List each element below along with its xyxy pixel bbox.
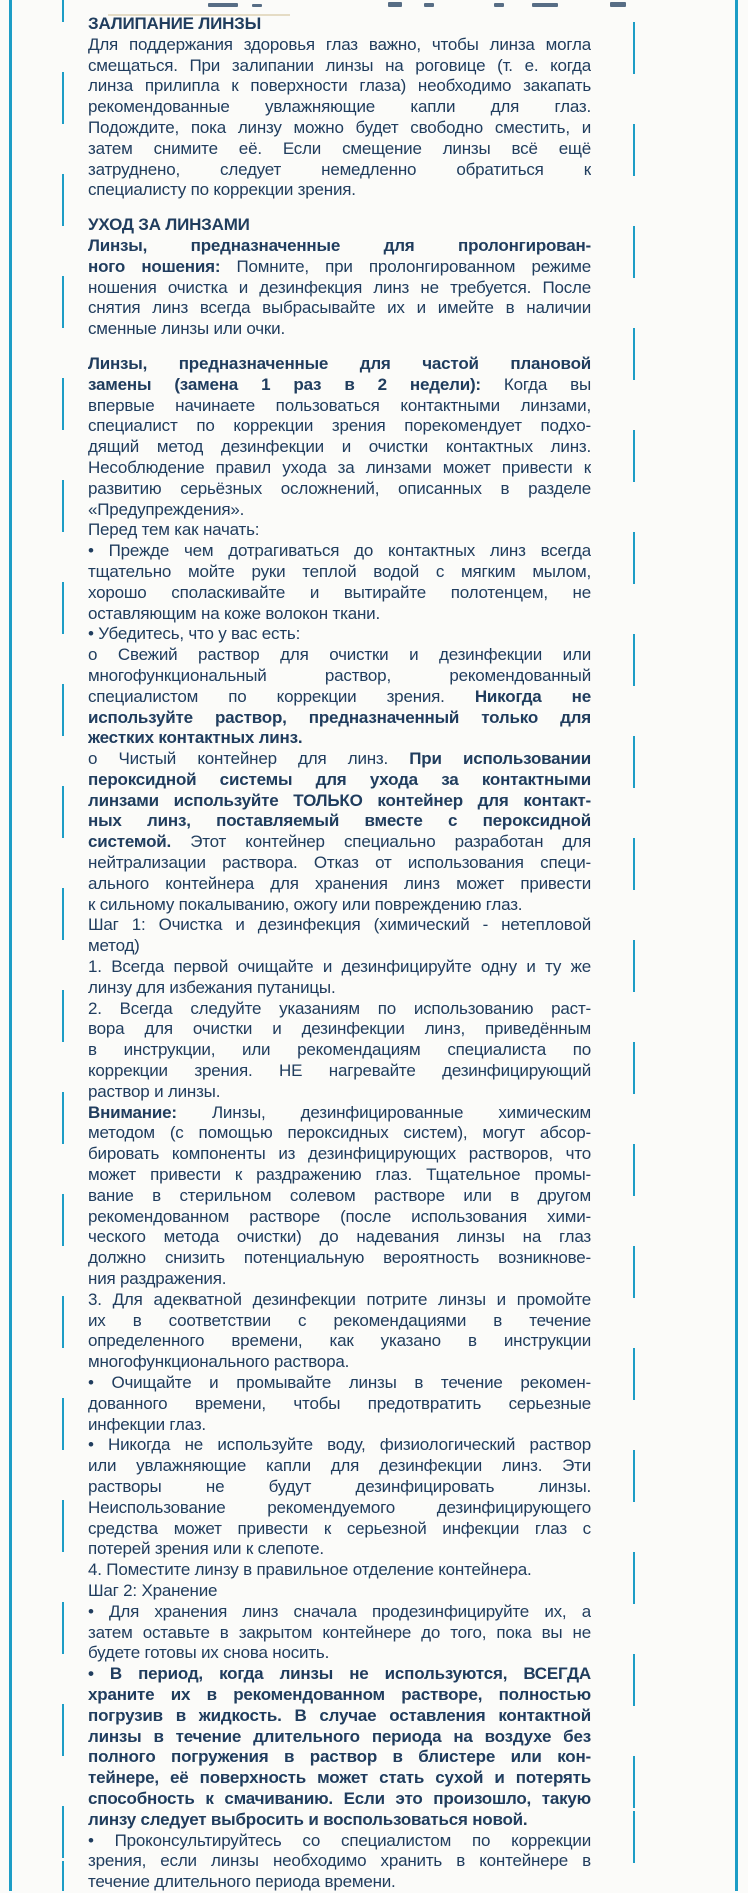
- text-run: дованного времени, чтобы предотвратить серьезные: [88, 1393, 591, 1413]
- text-line: [88, 76, 591, 97]
- text-line: [88, 957, 591, 978]
- left-fold-dashed-line: [62, 0, 64, 1891]
- text-run: 4. Поместите линзу в правильное отделение контейнера.: [88, 1560, 532, 1580]
- bold-text-run: пероксидной системы для ухода за контактными: [88, 769, 591, 789]
- text-line: [88, 1539, 591, 1560]
- text-line: [88, 375, 591, 396]
- text-run: «Предупреждения».: [88, 499, 245, 519]
- text-run: должно снизить потенциальную вероятность возникнове-: [88, 1248, 591, 1268]
- text-line: [88, 416, 591, 437]
- text-line: [88, 1394, 591, 1415]
- left-trim-line: [9, 0, 12, 1891]
- text-run: раствор и линзы.: [88, 1081, 221, 1101]
- text-line: [88, 118, 591, 139]
- cropped-glyph-fragment: [388, 2, 402, 7]
- text-line: [88, 1706, 591, 1727]
- blank-line: [88, 340, 591, 354]
- text-line: [88, 645, 591, 666]
- text-line: [88, 811, 591, 832]
- text-run: Шаг 1: Очистка и дезинфекция (химический - нетепловой: [88, 915, 591, 935]
- text-run: хорошо споласкивайте и вытирайте полотенцем, не: [88, 582, 591, 602]
- bold-text-run: Линзы, предназначенные для частой плановой: [88, 353, 591, 373]
- text-run: рекомендованные увлажняющие капли для глаз.: [88, 97, 591, 117]
- text-line: [88, 541, 591, 562]
- text-line: [88, 1331, 591, 1352]
- text-run: о Чистый контейнер для линз.: [88, 749, 410, 769]
- cropped-glyph-fragment: [494, 3, 504, 7]
- cropped-glyph-fragment: [532, 3, 558, 7]
- text-line: [88, 1290, 591, 1311]
- text-run: средства может привести к серьезной инфекции глаз с: [88, 1518, 591, 1538]
- text-line: [88, 1311, 591, 1332]
- bold-text-run: линзами используйте ТОЛЬКО контейнер для контакт-: [88, 790, 591, 810]
- text-line: [88, 749, 591, 770]
- bold-text-run: Внимание:: [88, 1102, 177, 1122]
- text-line: [88, 1477, 591, 1498]
- text-line: [88, 56, 591, 77]
- text-run: о Свежий раствор для очистки и дезинфекции или: [88, 645, 591, 665]
- text-run: Подождите, пока линзу можно будет свободно сместить, и: [88, 117, 591, 137]
- text-run: вора для очистки и дезинфекции линз, приведённым: [88, 1019, 591, 1039]
- cropped-glyph-fragment: [424, 3, 434, 7]
- text-line: [88, 604, 591, 625]
- text-line: [88, 160, 591, 181]
- bold-text-run: линзу следует выбросить и воспользоваться новой.: [88, 1809, 528, 1829]
- text-run: развитию серьёзных осложнений, описанных в разделе: [88, 478, 591, 498]
- text-line: [88, 624, 591, 645]
- text-run: затем снимите её. Если смещение линзы всё ещё: [88, 138, 591, 158]
- text-run: специалист по коррекции зрения порекомендует подхо-: [88, 416, 591, 436]
- text-line: [88, 1415, 591, 1436]
- text-line: [88, 236, 591, 257]
- text-line: [88, 396, 591, 417]
- text-run: впервые начинаете пользоваться контактными линзами,: [88, 395, 591, 415]
- text-line: [88, 1602, 591, 1623]
- text-line: [88, 1248, 591, 1269]
- bold-text-run: ных линз, поставляемый вместе с пероксидной: [88, 811, 591, 831]
- bold-text-run: системой.: [88, 832, 172, 852]
- text-line: [88, 520, 591, 541]
- text-line: [88, 583, 591, 604]
- text-line: [88, 1685, 591, 1706]
- text-run: ношения очистка и дезинфекция линз не требуется. После: [88, 277, 591, 297]
- bold-text-run: полного погружения в раствор в блистере или кон-: [88, 1747, 591, 1767]
- text-line: [88, 1040, 591, 1061]
- text-line: [88, 1186, 591, 1207]
- text-run: затруднено, следует немедленно обратиться к: [88, 159, 591, 179]
- text-line: [88, 1269, 591, 1290]
- bold-text-run: замены (замена 1 раз в 2 недели):: [88, 374, 481, 394]
- cropped-glyph-fragment: [610, 2, 626, 7]
- bold-text-run: При использовании: [409, 749, 591, 769]
- bold-text-run: линзы в течение длительного периода на воздухе без: [88, 1726, 591, 1746]
- text-line: [88, 257, 591, 278]
- text-run: • Никогда не используйте воду, физиологический раствор: [88, 1435, 591, 1455]
- text-run: Помните, при пролонгированном режиме: [220, 256, 591, 276]
- text-run: дящий метод дезинфекции и очистки контактных линз.: [88, 437, 591, 457]
- text-run: коррекции зрения. НЕ нагревайте дезинфицирующий: [88, 1061, 591, 1081]
- text-line: [88, 1373, 591, 1394]
- text-run: снятия линз всегда выбрасывайте их и имейте в наличии: [88, 298, 591, 318]
- text-line: [88, 1019, 591, 1040]
- heading-line: [88, 215, 591, 236]
- text-line: [88, 1456, 591, 1477]
- right-fold-dashed-line: [633, 0, 635, 1891]
- text-run: определенного времени, как указано в инструкции: [88, 1331, 591, 1351]
- cropped-glyph-fragment: [208, 3, 238, 7]
- bold-text-run: УХОД ЗА ЛИНЗАМИ: [88, 215, 250, 235]
- text-run: Несоблюдение правил ухода за линзами может привести к: [88, 457, 591, 477]
- text-line: [88, 479, 591, 500]
- cropped-text-fragments: [0, 0, 748, 10]
- text-line: [88, 999, 591, 1020]
- text-run: линза прилипла к поверхности глаза) необходимо закапать: [88, 76, 591, 96]
- bold-text-run: • В период, когда линзы не используются, ВСЕГДА: [88, 1664, 591, 1684]
- blank-line: [88, 201, 591, 215]
- text-line: [88, 1581, 591, 1602]
- text-line: [88, 1851, 591, 1872]
- text-line: [88, 500, 591, 521]
- text-line: [88, 687, 591, 708]
- text-line: [88, 791, 591, 812]
- text-line: [88, 1831, 591, 1852]
- text-line: [88, 1519, 591, 1540]
- text-run: Перед тем как начать:: [88, 520, 260, 540]
- text-line: [88, 1103, 591, 1124]
- bold-text-run: ного ношения:: [88, 256, 221, 276]
- bold-text-run: используйте раствор, предназначенный только для: [88, 707, 591, 727]
- text-run: ального контейнера для хранения линз может привести: [88, 873, 591, 893]
- text-run: ческого метода очистки) до надевания линзы на глаз: [88, 1227, 591, 1247]
- text-run: Для поддержания здоровья глаз важно, чтобы линза могла: [88, 34, 591, 54]
- text-run: в инструкции, или рекомендациям специалиста по: [88, 1040, 591, 1060]
- text-line: [88, 832, 591, 853]
- text-run: специалисту по коррекции зрения.: [88, 180, 356, 200]
- text-line: [88, 1352, 591, 1373]
- text-run: тщательно мойте руки теплой водой с мягким мылом,: [88, 561, 591, 581]
- bold-text-run: храните их в рекомендованном растворе, полностью: [88, 1684, 591, 1704]
- text-line: [88, 278, 591, 299]
- text-line: [88, 978, 591, 999]
- text-line: [88, 1227, 591, 1248]
- text-line: [88, 895, 591, 916]
- bold-text-run: ЗАЛИПАНИЕ ЛИНЗЫ: [88, 14, 262, 33]
- text-run: будете готовы их снова носить.: [88, 1643, 330, 1663]
- text-line: [88, 1872, 591, 1893]
- text-line: [88, 1623, 591, 1644]
- text-run: может привести к раздражению глаз. Тщательное промы-: [88, 1165, 591, 1185]
- text-run: или увлажняющие капли для дезинфекции линз. Эти: [88, 1456, 591, 1476]
- text-line: [88, 1810, 591, 1831]
- text-line: [88, 874, 591, 895]
- text-run: затем оставьте в закрытом контейнере до того, пока вы не: [88, 1622, 591, 1642]
- text-line: [88, 1768, 591, 1789]
- cropped-glyph-fragment: [252, 4, 262, 7]
- text-run: 3. Для адекватной дезинфекции потрите линзы и промойте: [88, 1289, 591, 1309]
- heading-line: [88, 14, 591, 35]
- text-run: многофункциональный раствор, рекомендованный: [88, 665, 591, 685]
- text-run: нейтрализации раствора. Отказ от использования специ-: [88, 853, 591, 873]
- text-line: [88, 562, 591, 583]
- text-run: зрения, если линзы необходимо хранить в контейнере в: [88, 1851, 591, 1871]
- text-run: инфекции глаз.: [88, 1414, 206, 1434]
- text-run: бировать компоненты из дезинфицирующих растворов, что: [88, 1144, 591, 1164]
- text-run: • Прежде чем дотрагиваться до контактных линз всегда: [88, 541, 591, 561]
- text-line: [88, 319, 591, 340]
- text-run: • Убедитесь, что у вас есть:: [88, 624, 301, 644]
- text-run: Шаг 2: Хранение: [88, 1580, 218, 1600]
- text-run: • Проконсультируйтесь со специалистом по коррекции: [88, 1830, 591, 1850]
- text-line: [88, 1747, 591, 1768]
- text-line: [88, 1207, 591, 1228]
- text-run: Когда вы: [480, 374, 591, 394]
- text-run: Этот контейнер специально разработан для: [171, 832, 591, 852]
- text-run: 2. Всегда следуйте указаниям по использованию раст-: [88, 998, 591, 1018]
- right-trim-line: [735, 0, 738, 1891]
- text-run: 1. Всегда первой очищайте и дезинфицируйте одну и ту же: [88, 957, 591, 977]
- text-run: Неиспользование рекомендуемого дезинфицирующего: [88, 1497, 591, 1517]
- text-line: [88, 708, 591, 729]
- text-line: [88, 1643, 591, 1664]
- text-line: [88, 728, 591, 749]
- bold-text-run: способность к смачиванию. Если это произошло, такую: [88, 1788, 591, 1808]
- bold-text-run: тейнере, её поверхность может стать сухой и потерять: [88, 1768, 591, 1788]
- text-line: [88, 437, 591, 458]
- text-run: метод): [88, 936, 140, 956]
- text-line: [88, 770, 591, 791]
- text-line: [88, 666, 591, 687]
- text-run: течение длительного периода времени.: [88, 1872, 396, 1892]
- text-line: [88, 1123, 591, 1144]
- text-line: [88, 915, 591, 936]
- text-run: • Для хранения линз сначала продезинфицируйте их, а: [88, 1601, 591, 1621]
- text-line: [88, 1165, 591, 1186]
- text-line: [88, 97, 591, 118]
- text-line: [88, 1435, 591, 1456]
- text-run: методом (с помощью пероксидных систем), могут абсор-: [88, 1123, 591, 1143]
- text-line: [88, 1144, 591, 1165]
- text-line: [88, 1061, 591, 1082]
- bold-text-run: Линзы, предназначенные для пролонгирован-: [88, 235, 591, 255]
- text-line: [88, 1727, 591, 1748]
- text-line: [88, 180, 591, 201]
- text-run: • Очищайте и промывайте линзы в течение рекомен-: [88, 1373, 591, 1392]
- text-line: [88, 354, 591, 375]
- text-run: смещаться. При залипании линзы на роговице (т. е. когда: [88, 55, 591, 75]
- text-run: ния раздражения.: [88, 1269, 227, 1289]
- text-line: [88, 458, 591, 479]
- text-run: их в соответствии с рекомендациями в течение: [88, 1310, 591, 1330]
- text-line: [88, 1498, 591, 1519]
- bold-text-run: погрузив в жидкость. В случае оставления контактной: [88, 1705, 591, 1725]
- text-run: потерей зрения или к слепоте.: [88, 1539, 324, 1559]
- text-run: сменные линзы или очки.: [88, 319, 285, 339]
- text-line: [88, 1560, 591, 1581]
- text-column: [88, 14, 591, 1893]
- text-run: линзу для избежания путаницы.: [88, 977, 336, 997]
- text-run: рекомендованном растворе (после использования хими-: [88, 1206, 591, 1226]
- bold-text-run: Никогда не: [474, 686, 591, 706]
- text-run: оставляющим на коже волокон ткани.: [88, 603, 380, 623]
- text-line: [88, 298, 591, 319]
- text-run: к сильному покалыванию, ожогу или повреждению глаз.: [88, 894, 523, 914]
- text-run: растворы не будут дезинфицировать линзы.: [88, 1476, 591, 1496]
- text-line: [88, 936, 591, 957]
- text-line: [88, 35, 591, 56]
- text-line: [88, 1789, 591, 1810]
- bold-text-run: жестких контактных линз.: [88, 728, 303, 748]
- text-line: [88, 1664, 591, 1685]
- text-line: [88, 139, 591, 160]
- text-run: специалистом по коррекции зрения.: [88, 686, 475, 706]
- text-line: [88, 853, 591, 874]
- text-line: [88, 1082, 591, 1103]
- text-run: вание в стерильном солевом растворе или в другом: [88, 1185, 591, 1205]
- text-run: Линзы, дезинфицированные химическим: [176, 1102, 591, 1122]
- text-run: многофункционального раствора.: [88, 1352, 350, 1372]
